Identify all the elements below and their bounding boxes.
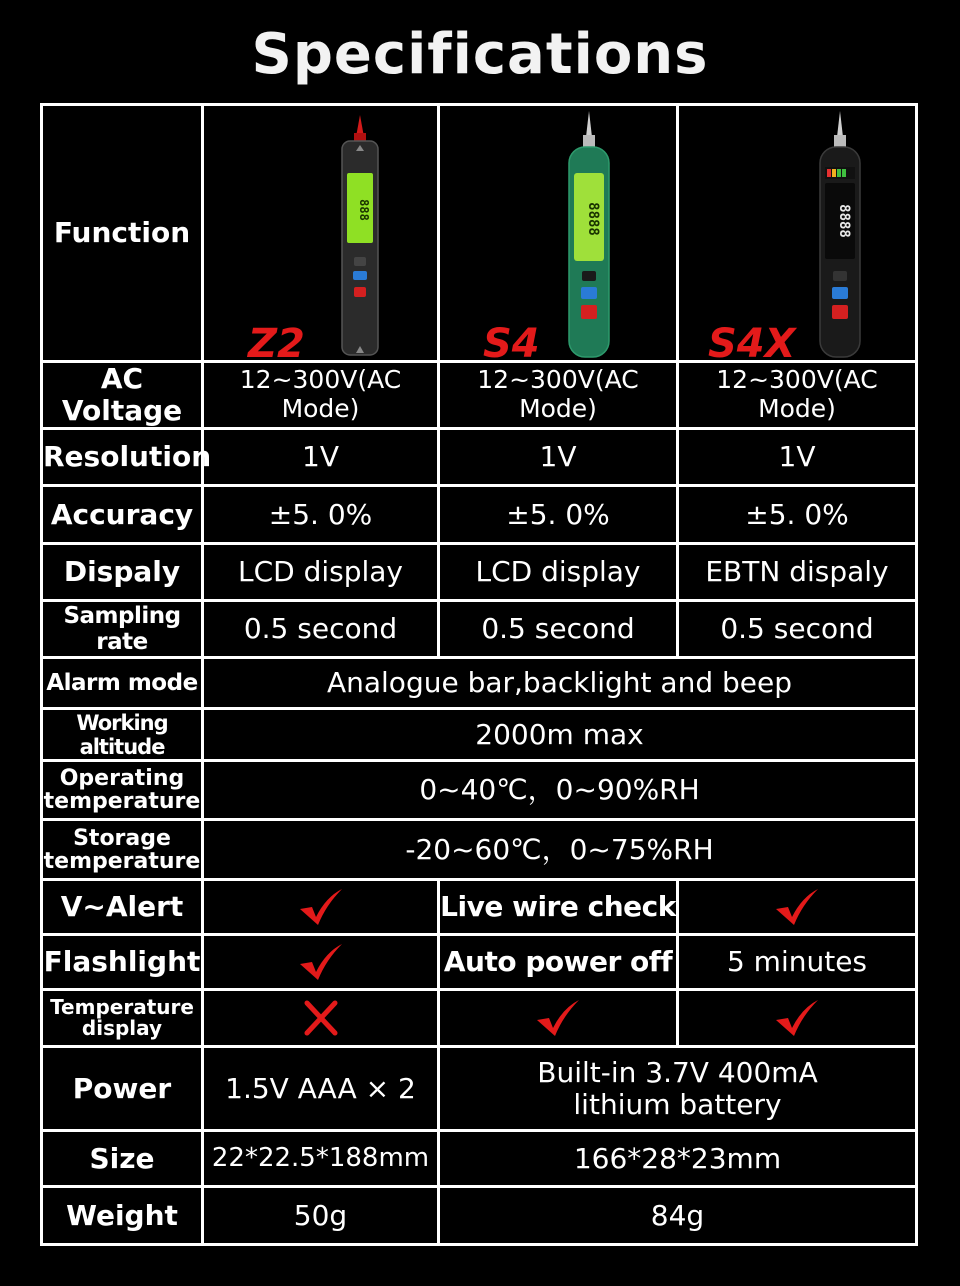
power-s4-line1: Built-in 3.7V 400mA [537, 1055, 818, 1089]
check-icon [533, 998, 583, 1038]
flashlight-value [203, 935, 439, 990]
working-altitude-value: 2000m max [203, 709, 917, 761]
flashlight-label: Flashlight [42, 935, 203, 990]
check-icon [296, 887, 346, 927]
row-storage-temperature [42, 820, 917, 880]
s4x-screen-text: 8888 [836, 204, 852, 238]
z2-screen-text: 888 [356, 199, 371, 221]
power-s4-line2: lithium battery [573, 1087, 782, 1121]
size-label: Size [42, 1131, 203, 1187]
temperature-display-s4 [439, 990, 678, 1047]
working-altitude-label: Working altitude [42, 709, 203, 761]
row-power [42, 1047, 917, 1131]
accuracy-z2: ±5. 0% [203, 486, 439, 544]
temp-display-label-line1: Temperature [50, 995, 194, 1020]
cross-icon [301, 999, 341, 1037]
resolution-z2: 1V [203, 429, 439, 486]
header-row [42, 105, 917, 362]
storage-label-line1: Storage [73, 825, 171, 851]
power-label: Power [42, 1047, 203, 1131]
resolution-s4x: 1V [678, 429, 917, 486]
resolution-label: Resolution [42, 429, 203, 486]
size-z2: 22*22.5*188mm [203, 1131, 439, 1187]
power-s4 [439, 1047, 917, 1131]
display-s4: LCD display [439, 544, 678, 601]
operating-temperature-label [42, 761, 203, 820]
display-label: Dispaly [42, 544, 203, 601]
product-cell-s4 [439, 105, 678, 362]
accuracy-s4: ±5. 0% [439, 486, 678, 544]
accuracy-label: Accuracy [42, 486, 203, 544]
accuracy-s4x: ±5. 0% [678, 486, 917, 544]
storage-label-line2: temperature [43, 848, 201, 874]
row-resolution [42, 429, 917, 486]
row-flashlight [42, 935, 917, 990]
temperature-display-z2 [203, 990, 439, 1047]
auto-power-off-value: 5 minutes [678, 935, 917, 990]
row-working-altitude [42, 709, 917, 761]
row-temperature-display [42, 990, 917, 1047]
live-wire-check-label: Live wire check [439, 880, 678, 935]
temperature-display-s4x [678, 990, 917, 1047]
check-icon [772, 998, 822, 1038]
size-s4: 166*28*23mm [439, 1131, 917, 1187]
row-sampling-rate [42, 601, 917, 658]
storage-temperature-label [42, 820, 203, 880]
weight-label: Weight [42, 1187, 203, 1245]
ac-voltage-s4: 12~300V(AC Mode) [439, 362, 678, 429]
check-icon [772, 887, 822, 927]
s4-pen-image [441, 107, 675, 359]
resolution-s4: 1V [439, 429, 678, 486]
weight-z2: 50g [203, 1187, 439, 1245]
product-cell-z2 [203, 105, 439, 362]
s4x-pen-image [680, 107, 914, 359]
s4-model-label: S4 [483, 321, 540, 359]
ac-voltage-label: AC Voltage [42, 362, 203, 429]
v-alert-value [203, 880, 439, 935]
power-z2: 1.5V AAA × 2 [203, 1047, 439, 1131]
row-display [42, 544, 917, 601]
row-v-alert [42, 880, 917, 935]
alarm-mode-label: Alarm mode [42, 658, 203, 709]
sampling-rate-s4: 0.5 second [439, 601, 678, 658]
function-label: Function [42, 105, 203, 362]
row-weight [42, 1187, 917, 1245]
temperature-display-label [42, 990, 203, 1047]
row-operating-temperature [42, 761, 917, 820]
operating-temperature-value: 0~40℃，0~90%RH [203, 761, 917, 820]
product-cell-s4x [678, 105, 917, 362]
row-size [42, 1131, 917, 1187]
sampling-rate-label: Sampling rate [42, 601, 203, 658]
z2-pen-image [206, 107, 436, 359]
s4x-model-label: S4X [708, 321, 796, 359]
alarm-mode-value: Analogue bar,backlight and beep [203, 658, 917, 709]
sampling-rate-s4x: 0.5 second [678, 601, 917, 658]
z2-model-label: Z2 [247, 321, 305, 359]
row-accuracy [42, 486, 917, 544]
sampling-rate-z2: 0.5 second [203, 601, 439, 658]
operating-label-line1: Operating [59, 766, 185, 792]
ac-voltage-z2: 12~300V(AC Mode) [203, 362, 439, 429]
operating-label-line2: temperature [43, 789, 201, 815]
spec-table [40, 103, 918, 1246]
row-ac-voltage [42, 362, 917, 429]
display-s4x: EBTN dispaly [678, 544, 917, 601]
page-title: Specifications [251, 22, 709, 87]
temp-display-label-line2: display [81, 1016, 163, 1041]
weight-s4: 84g [439, 1187, 917, 1245]
ac-voltage-s4x: 12~300V(AC Mode) [678, 362, 917, 429]
s4-screen-text: 8888 [585, 202, 601, 236]
row-alarm-mode [42, 658, 917, 709]
storage-temperature-value: -20~60℃，0~75%RH [203, 820, 917, 880]
check-icon [296, 942, 346, 982]
display-z2: LCD display [203, 544, 439, 601]
auto-power-off-label: Auto power off [439, 935, 678, 990]
v-alert-label: V~Alert [42, 880, 203, 935]
live-wire-check-value [678, 880, 917, 935]
